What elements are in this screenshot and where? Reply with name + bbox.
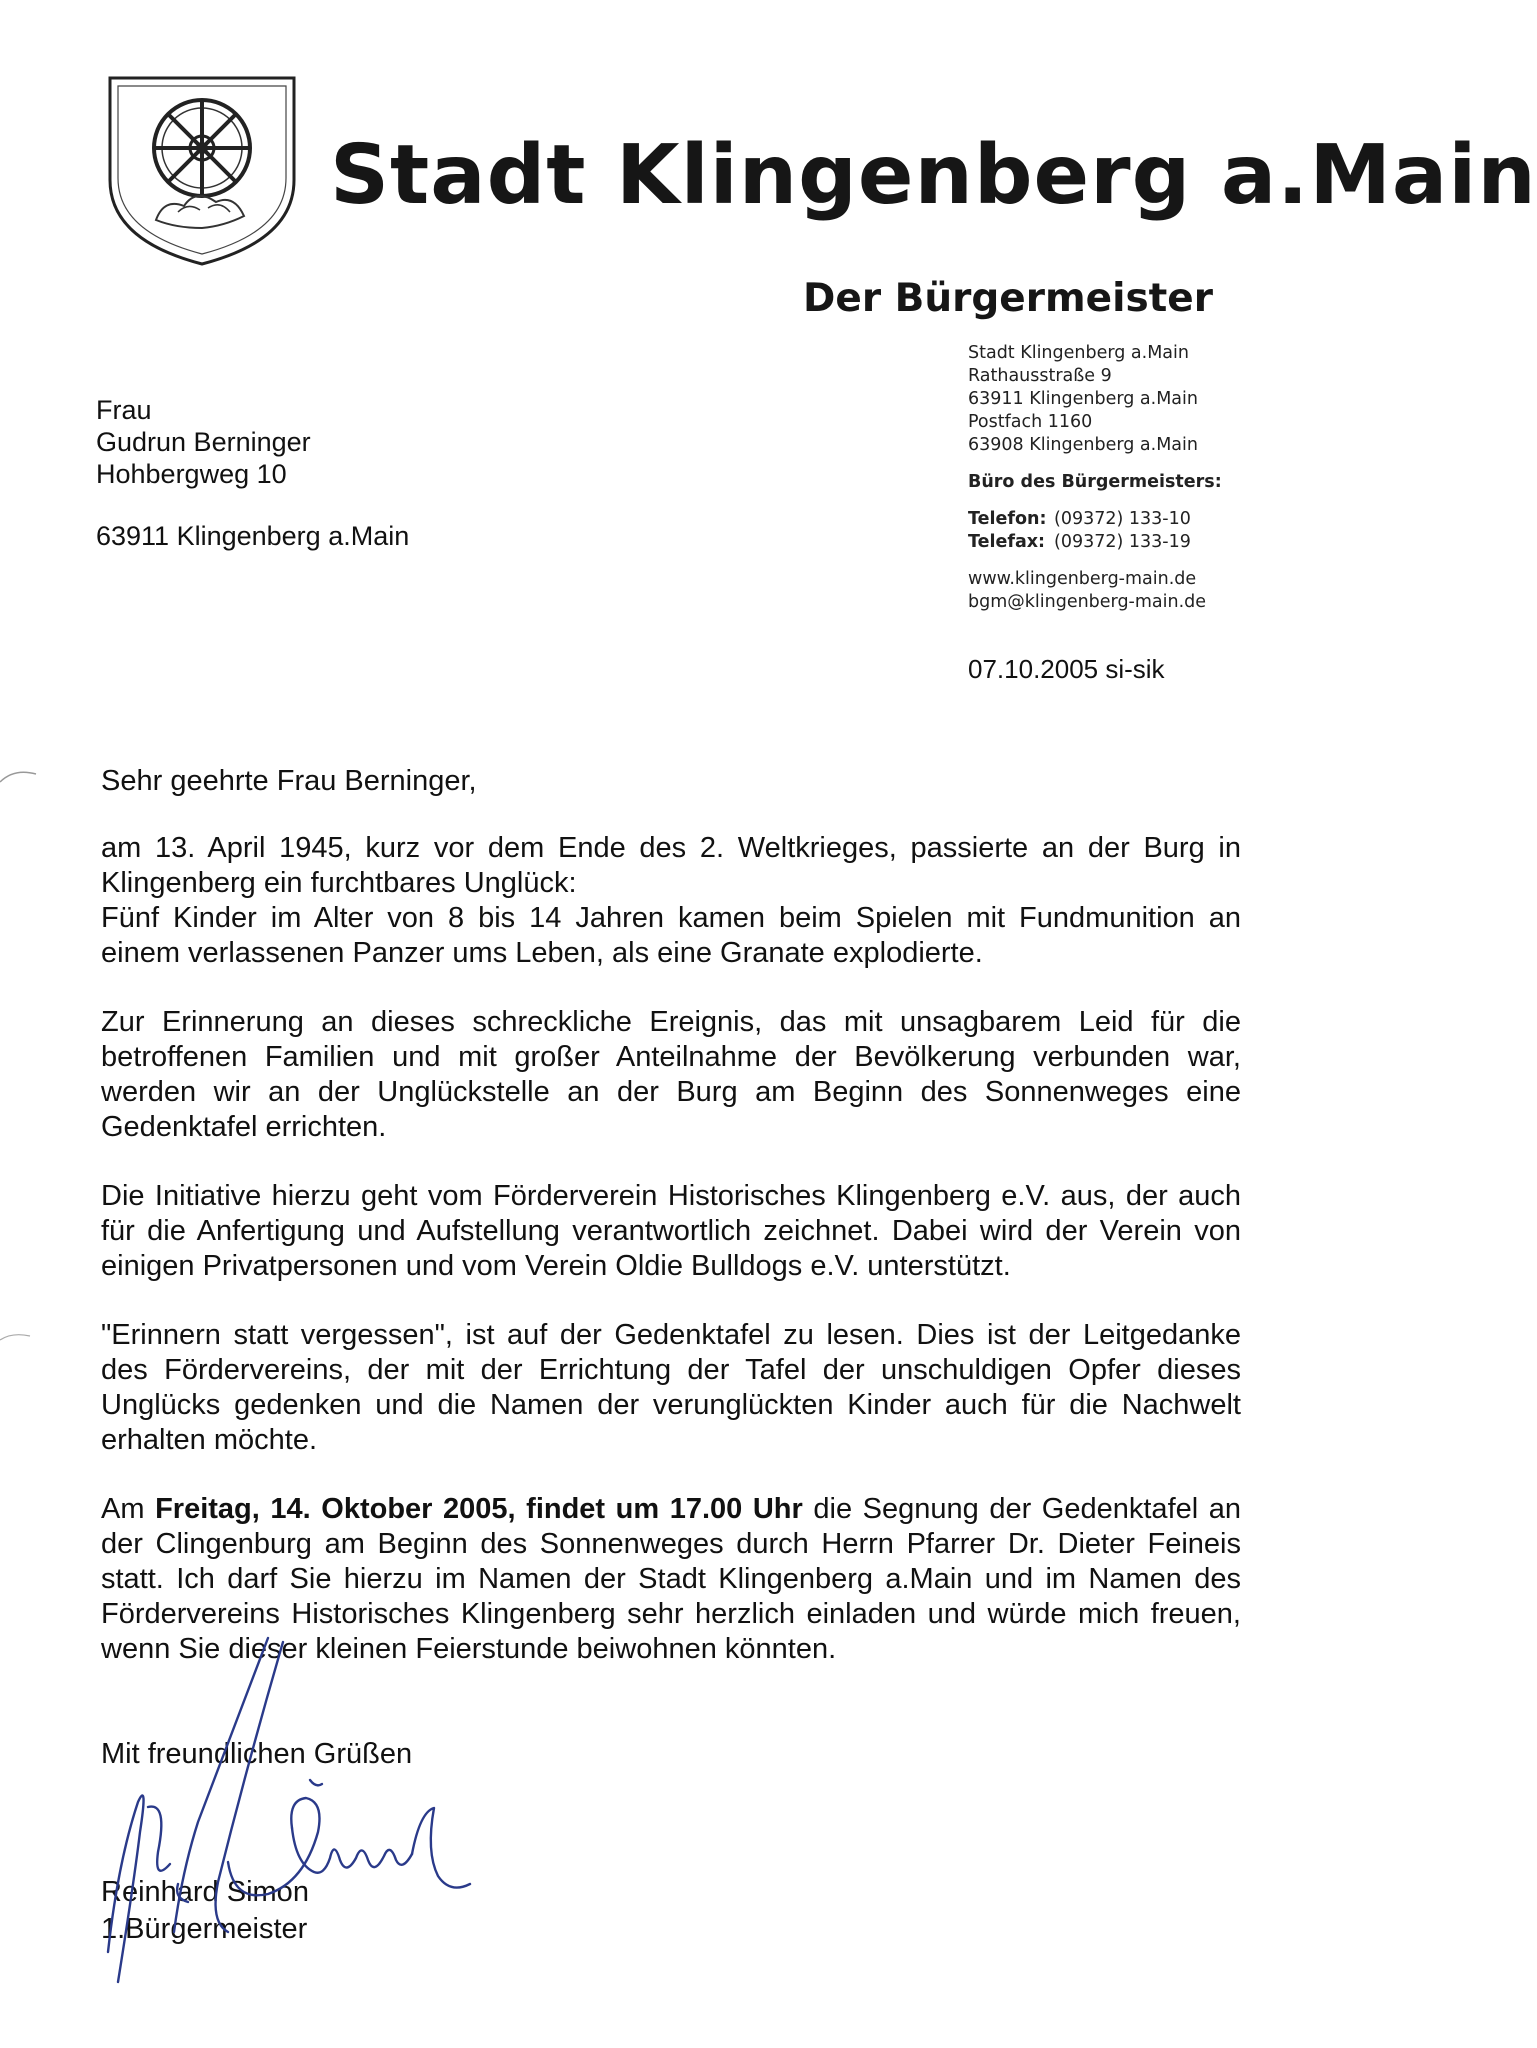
scan-edge-mark-icon bbox=[0, 1326, 40, 1346]
page-subtitle: Der Bürgermeister bbox=[803, 276, 1213, 321]
event-date-bold: Freitag, 14. Oktober 2005, findet um 17.00 Uhr bbox=[155, 1493, 803, 1525]
recipient-city: 63911 Klingenberg a.Main bbox=[96, 521, 410, 551]
paragraph-3: Die Initiative hierzu geht vom Förderverein Historisches Klingenberg e.V. aus, der auch für die Anfertigung und Aufstellung verantwortlich zeichnet. Dabei wird der Verein von einigen Privatpersonen und vom Verein Oldie Bulldogs e.V. unterstützt. bbox=[101, 1180, 1241, 1282]
page-title: Stadt Klingenberg a.Main bbox=[330, 128, 1537, 223]
phone-line bbox=[968, 508, 1268, 531]
letter-closing: Mit freundlichen Grüßen bbox=[101, 1738, 413, 1770]
coat-of-arms-icon bbox=[104, 70, 300, 270]
paragraph-1b: Fünf Kinder im Alter von 8 bis 14 Jahren kamen beim Spielen mit Fundmunition an einem verlassenen Panzer ums Leben, als eine Granate explodierte. bbox=[101, 902, 1241, 969]
office-label: Büro des Bürgermeisters: bbox=[968, 472, 1222, 492]
paragraph-5-intro: Am bbox=[101, 1493, 156, 1525]
sender-address-block bbox=[968, 342, 1268, 614]
handwritten-signature-icon bbox=[78, 1632, 498, 1992]
recipient-name: Gudrun Berninger bbox=[96, 427, 311, 457]
fax-number: (09372) 133-19 bbox=[1054, 532, 1191, 552]
sender-address-line: 63908 Klingenberg a.Main bbox=[968, 435, 1198, 455]
sender-address-line: Rathausstraße 9 bbox=[968, 366, 1112, 386]
letter-salutation: Sehr geehrte Frau Berninger, bbox=[101, 765, 477, 797]
date-reference: 07.10.2005 si-sik bbox=[968, 654, 1165, 684]
fax-label: Telefax: bbox=[968, 532, 1046, 552]
website-link: www.klingenberg-main.de bbox=[968, 569, 1197, 589]
paragraph-2: Zur Erinnerung an dieses schreckliche Ereignis, das mit unsagbarem Leid für die betroffenen Familien und mit großer Anteilnahme der Bevölkerung verbunden war, werden wir an der Unglückstelle an der Burg am Beginn des Sonnenweges eine Gedenktafel errichten. bbox=[101, 1006, 1241, 1143]
phone-number: (09372) 133-10 bbox=[1054, 509, 1191, 529]
letter-body bbox=[101, 764, 1241, 1701]
paragraph-4: "Erinnern statt vergessen", ist auf der Gedenktafel zu lesen. Dies ist der Leitgedanke des Fördervereins, der mit der Errichtung der Tafel der unschuldigen Opfer dieses Unglücks gedenken und die Namen der verunglückten Kinder auch für die Nachwelt erhalten möchte. bbox=[101, 1319, 1241, 1456]
sender-address-line: 63911 Klingenberg a.Main bbox=[968, 389, 1198, 409]
signer-name: Reinhard Simon bbox=[101, 1876, 309, 1908]
paragraph-1: am 13. April 1945, kurz vor dem Ende des 2. Weltkrieges, passierte an der Burg in Klingenberg ein furchtbares Unglück: bbox=[101, 832, 1241, 899]
signer-title: 1.Bürgermeister bbox=[101, 1913, 308, 1945]
recipient-salutation: Frau bbox=[96, 395, 152, 425]
email-link: bgm@klingenberg-main.de bbox=[968, 592, 1207, 612]
sender-address-line: Stadt Klingenberg a.Main bbox=[968, 343, 1189, 363]
sender-address-line: Postfach 1160 bbox=[968, 412, 1093, 432]
paragraph-5-text: die Segnung der Gedenktafel an der Clingenburg am Beginn des Sonnenweges durch Herrn Pfarrer Dr. Dieter Feineis statt. Ich darf Sie hierzu im Namen der Stadt Klingenberg a.Main und im Namen des Fördervereins Historisches Klingenberg sehr herzlich einladen und würde mich freuen, wenn Sie dieser kleinen Feierstunde beiwohnen könnten. bbox=[101, 1493, 1242, 1665]
recipient-street: Hohbergweg 10 bbox=[96, 459, 287, 489]
scan-edge-mark-icon bbox=[0, 760, 40, 790]
phone-label: Telefon: bbox=[968, 509, 1047, 529]
fax-line bbox=[968, 531, 1268, 554]
recipient-address-block bbox=[96, 394, 409, 552]
